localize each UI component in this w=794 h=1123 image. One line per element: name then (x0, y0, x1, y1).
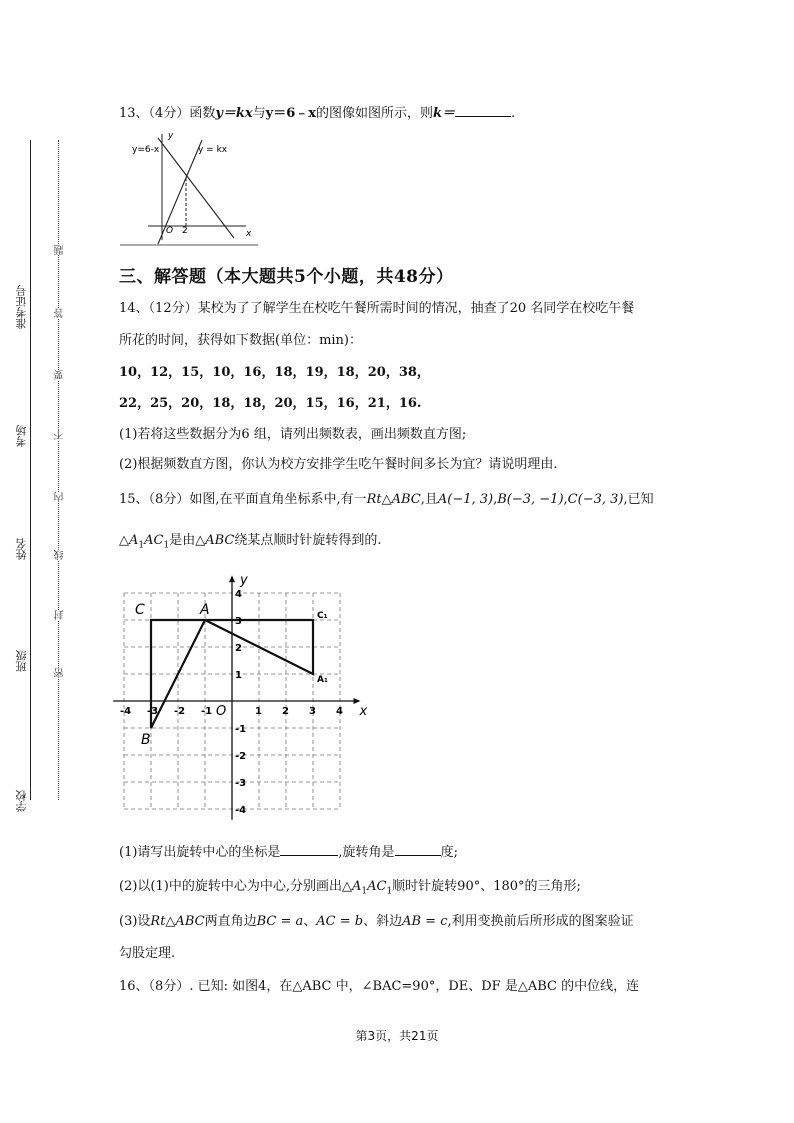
marker-da: 答 (55, 308, 66, 318)
q15-sub3-ac: AC = b (316, 914, 364, 929)
binding-solid-line (30, 140, 31, 800)
q15-tri-abc: △ABC (195, 533, 235, 548)
q15-sub2-b: 顺时针旋转90°、180°的三角形; (392, 879, 581, 894)
y-tick-label: -3 (235, 778, 247, 789)
y-tick-label: -2 (235, 751, 247, 762)
y-tick-label: 2 (235, 643, 242, 654)
y-axis-arrow (229, 575, 235, 582)
q15-point-a: A(−1, 3) (437, 492, 494, 507)
q15-sub3-ab: AB = c (402, 914, 448, 929)
x-tick-label: -3 (147, 706, 159, 717)
q15-sub1-c: 度; (440, 845, 458, 860)
q15-sub2-tri-suffix: AC (367, 879, 387, 894)
q15-origin-label: O (216, 704, 227, 719)
q15-sub-3-cont: 勾股定理. (119, 946, 176, 961)
x-tick-label: 3 (309, 706, 316, 717)
q13-score: （4分） (148, 106, 190, 121)
q15-sub3-d: ,利用变换前后所形成的图案验证 (447, 914, 634, 929)
q15-sub2-tri-prefix: △A (341, 879, 362, 894)
q15-axis-y-label: y (240, 573, 248, 589)
marker-nei: 内 (55, 492, 66, 502)
q15-tri-a1-suffix: AC (144, 533, 164, 548)
marker-xian: 线 (55, 550, 66, 560)
q15-sub3-a: (3)设 (119, 914, 151, 929)
q14-data-row-2: 22，25，20，18，18，20，15，16，21，16. (119, 396, 422, 411)
q15-sub-3 (119, 913, 634, 931)
marker-feng: 封 (55, 610, 66, 620)
q15-sub-1 (119, 843, 458, 862)
q13-tick-2: 2 (182, 226, 188, 236)
q13-origin-label: O (166, 226, 174, 236)
y-tick-label: -1 (235, 724, 247, 735)
q13-text-b: 与 (252, 106, 266, 121)
q13-answer-blank[interactable] (455, 104, 511, 117)
x-tick-label: 2 (282, 706, 289, 717)
q15-angle-blank[interactable] (395, 843, 441, 856)
q13-k: k＝ (433, 106, 456, 121)
q13-line-kx (158, 140, 202, 244)
y-tick-label: 3 (235, 616, 242, 627)
x-tick-label: 4 (336, 706, 343, 717)
q14-sub-2: (2)根据频数直方图，你认为校方安排学生吃午餐时间多长为宜？请说明理由. (119, 457, 558, 472)
q14-line-1: 14、（12分）某校为了了解学生在校吃午餐所需时间的情况，抽查了20 名同学在校吃午餐 (119, 301, 635, 316)
y-tick-label: 1 (235, 670, 242, 681)
q13-line (119, 104, 515, 123)
q13-function-2: y＝6﹣x (265, 106, 317, 121)
binding-dotted-line (58, 140, 59, 800)
y-tick-label: -4 (235, 805, 247, 816)
q15-sub3-c: 、斜边 (363, 914, 403, 929)
q15-tri-a1-prefix: △A (119, 533, 139, 548)
q13-number: 13、 (119, 106, 149, 121)
exam-id-label: 准考证号 (15, 285, 28, 329)
q15-label-c1: C₁ (317, 611, 328, 621)
q13-label-y2: y = kx (198, 145, 228, 155)
q14-data-row-1: 10，12，15，10，16，18，19，18，20，38， (119, 365, 430, 380)
q13-text-c: 的图像如图所示，则 (316, 106, 434, 121)
q15-sub-2: (2)以(1)中的旋转中心为中心,分别画出$\triangle A_1AC_1$顺时针旋转90°、180°的三角形; (119, 879, 581, 897)
q14-sub-1: (1)若将这些数据分为6 组，请列出频数表，画出频数直方图; (119, 427, 467, 442)
q15-sub3-sep: 、 (303, 914, 317, 929)
q15-is-from: 是由 (169, 533, 196, 548)
exam-room-label: 考场 (15, 425, 28, 447)
marker-mi: 密 (55, 668, 66, 678)
q13-end: . (511, 106, 516, 121)
marker-bu: 不 (55, 430, 66, 440)
q13-axis-y-label: y (168, 131, 174, 141)
x-tick-label: -1 (201, 706, 213, 717)
q15-center-blank[interactable] (280, 843, 338, 856)
q15-label-c: C (135, 602, 145, 618)
q15-sub1-b: ,旋转角是 (338, 845, 395, 860)
school-label: 学校 (15, 790, 28, 812)
q15-sub3-rt: Rt△ABC (150, 914, 205, 929)
name-label: 姓名 (15, 538, 28, 560)
y-tick-label: 4 (235, 589, 242, 600)
q15-sub3-b: 两直角边 (204, 914, 257, 929)
q13-function-1: y＝kx (215, 106, 253, 121)
q13-label-y1: y=6-x (132, 145, 160, 155)
q15-and: ,且 (420, 492, 438, 507)
section-3-title: 三、解答题（本大题共5个小题，共48分） (119, 267, 454, 287)
q15-label-b: B (141, 732, 151, 748)
marker-yao: 要 (55, 370, 66, 380)
marker-ti: 题 (55, 245, 66, 255)
q15-sub2-a: (2)以(1)中的旋转中心为中心,分别画出 (119, 879, 342, 894)
q15-label-a1: A₁ (317, 675, 328, 685)
class-label: 班级 (15, 650, 28, 672)
x-tick-label: -2 (174, 706, 186, 717)
q13-axis-x-label: x (246, 229, 252, 239)
x-tick-label: 1 (255, 706, 262, 717)
q15-rotated: 绕某点顺时针旋转得到的. (234, 533, 382, 548)
q15-axis-x-label: x (359, 704, 368, 719)
q15-sub1-a: (1)请写出旋转中心的坐标是 (119, 845, 281, 860)
q15-sub3-bc: BC = a (256, 914, 304, 929)
q15-point-c: C(−3, 3) (567, 492, 624, 507)
q14-line-2: 所花的时间，获得如下数据(单位：min)： (119, 333, 363, 348)
page-footer: 第3页，共21页 (355, 1029, 439, 1043)
x-tick-label: -4 (120, 706, 132, 717)
q15-line-2: $\triangle A_1AC_1$是由△ABC绕某点顺时针旋转得到的. (119, 533, 382, 551)
q15-intro: 15、（8分）如图,在平面直角坐标系中,有一 (119, 492, 367, 507)
q15-point-b: B(−3, −1) (497, 492, 564, 507)
q15-line-1: 15、（8分）如图,在平面直角坐标系中,有一Rt△ABC,且A(−1, 3),B(−3, −1),C(−3, 3),已知 (119, 492, 654, 507)
q13-graph (118, 128, 263, 250)
q15-label-a: A (200, 602, 210, 618)
q16-line-1: 16、（8分）. 已知: 如图4，在△ABC 中，∠BAC=90°，DE、DF 是△ABC 的中位线，连 (119, 979, 640, 994)
q15-rt-triangle: Rt△ABC (366, 492, 421, 507)
q15-known: ,已知 (623, 492, 654, 507)
q15-coordinate-graph (120, 573, 372, 816)
q13-text-a: 函数 (189, 106, 216, 121)
